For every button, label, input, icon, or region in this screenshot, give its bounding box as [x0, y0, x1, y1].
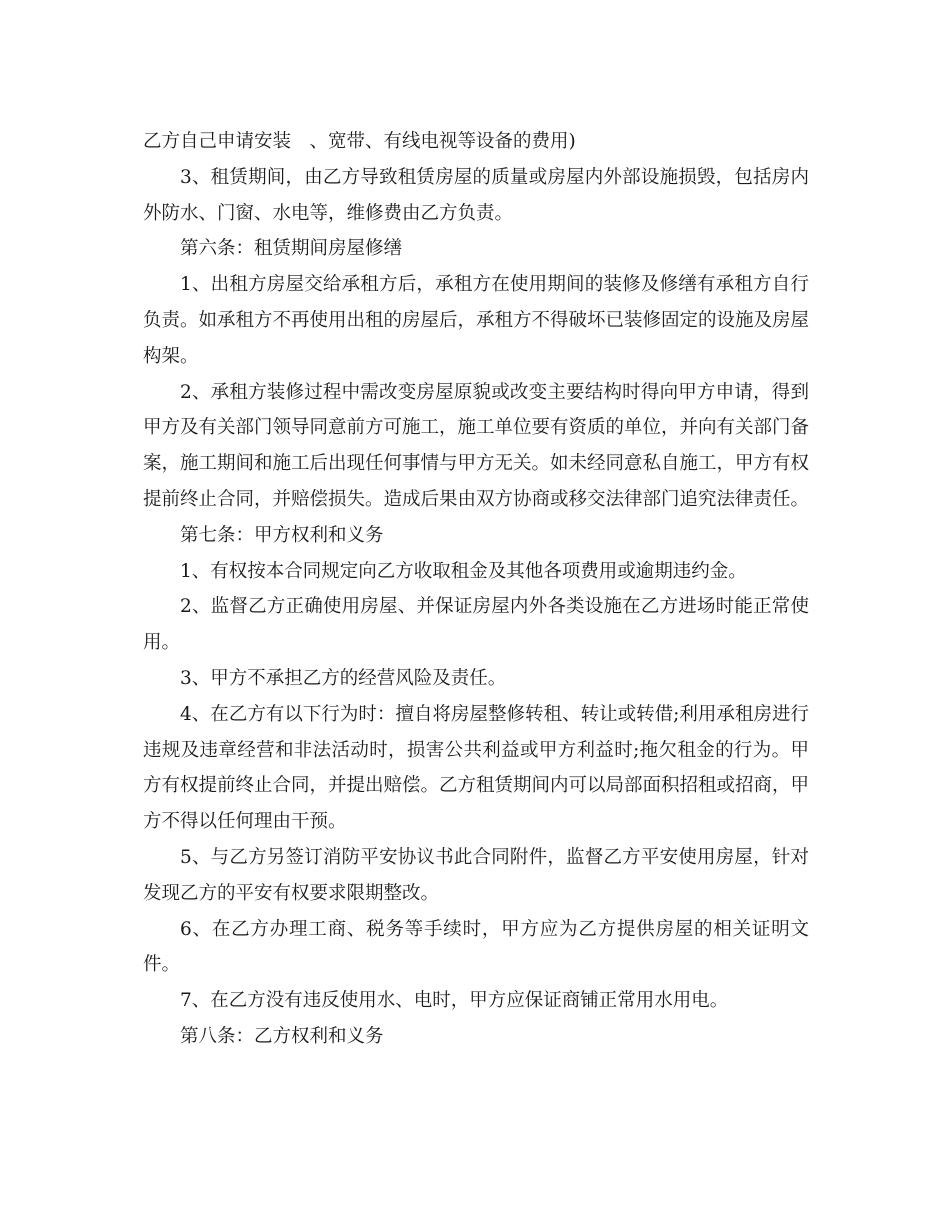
paragraph-clause-7-4: 4、在乙方有以下行为时：擅自将房屋整修转租、转让或转借;利用承租房进行违规及违章经营和非法活动时，损害公共利益或甲方利益时;拖欠租金的行为。甲方有权提前终止合同，并提出赔偿。乙方租赁期间内可以局部面积招租或招商，甲方不得以任何理由干预。 — [143, 703, 810, 833]
paragraph-clause-7-3: 3、甲方不承担乙方的经营风险及责任。 — [180, 667, 507, 689]
paragraph-clause-7-2: 2、监督乙方正确使用房屋、并保证房屋内外各类设施在乙方进场时能正常使用。 — [143, 596, 809, 654]
paragraph-fee-continuation: 乙方自己申请安装 、宽带、有线电视等设备的费用) — [143, 131, 576, 152]
heading-article-6: 第六条：租赁期间房屋修缮 — [180, 238, 403, 260]
paragraph-clause-6-2: 2、承租方装修过程中需改变房屋原貌或改变主要结构时得向甲方申请，得到甲方及有关部门领导同意前方可施工，施工单位要有资质的单位，并向有关部门备案，施工期间和施工后出现任何事情与甲方无关。如未经同意私自施工，甲方有权提前终止合同，并赔偿损失。造成后果由双方协商或移交法律部门追究法律责任。 — [143, 381, 810, 510]
paragraph-clause-7-7: 7、在乙方没有违反使用水、电时，甲方应保证商铺正常用水用电。 — [180, 990, 729, 1012]
heading-article-7: 第七条：甲方权利和义务 — [180, 524, 384, 546]
paragraph-clause-7-5: 5、与乙方另签订消防平安协议书此合同附件，监督乙方平安使用房屋，针对发现乙方的平安有权要求限期整改。 — [143, 846, 809, 904]
paragraph-clause-7-6: 6、在乙方办理工商、税务等手续时，甲方应为乙方提供房屋的相关证明文件。 — [143, 918, 809, 976]
heading-article-8: 第八条：乙方权利和义务 — [180, 1025, 384, 1047]
document-body — [143, 124, 809, 1055]
paragraph-clause-6-1: 1、出租方房屋交给承租方后，承租方在使用期间的装修及修缮有承租方自行负责。如承租方不再使用出租的房屋后，承租方不得破坏已装修固定的设施及房屋构架。 — [143, 274, 810, 367]
paragraph-clause-7-1: 1、有权按本合同规定向乙方收取租金及其他各项费用或逾期违约金。 — [180, 560, 747, 582]
paragraph-clause-5-3: 3、租赁期间，由乙方导致租赁房屋的质量或房屋内外部设施损毁，包括房内外防水、门窗、水电等，维修费由乙方负责。 — [143, 166, 809, 224]
